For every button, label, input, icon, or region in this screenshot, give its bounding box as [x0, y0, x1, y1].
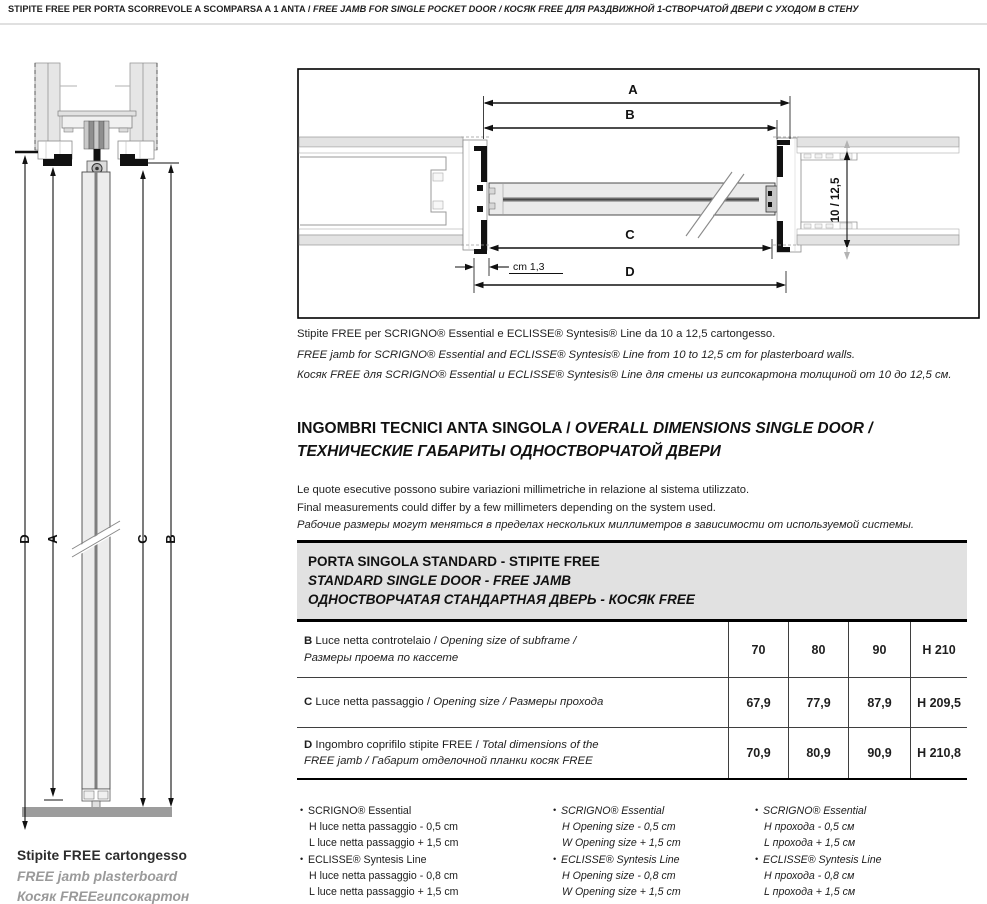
table-title-it: PORTA SINGOLA STANDARD - STIPITE FREE	[308, 554, 600, 569]
page-title: STIPITE FREE PER PORTA SCORREVOLE A SCOMPARSA A 1 ANTA / FREE JAMB FOR SINGLE POCKET DOOR / КОСЯК FREE ДЛЯ РАЗДВИЖНОЙ 1-СТВОРЧАТОЙ ДВЕРИ С УХОДОМ В СТЕНУ	[8, 4, 859, 15]
section-heading: INGOMBRI TECNICI ANTA SINGOLA / OVERALL DIMENSIONS SINGLE DOOR / ТЕХНИЧЕСКИЕ ГАБАРИТЫ ОДНОСТВОРЧАТОЙ ДВЕРИ	[297, 420, 873, 460]
page-title-en: FREE JAMB FOR SINGLE POCKET DOOR	[312, 4, 497, 15]
drawing-caption-en: FREE jamb for SCRIGNO® Essential and ECLISSE® Syntesis® Line from 10 to 12,5 cm for plasterboard walls.	[297, 348, 856, 361]
door-bottom-rail	[82, 789, 110, 808]
cell-value: 70,9	[728, 728, 788, 778]
cell-value: H 210	[910, 622, 967, 677]
bullet-icon: •	[553, 853, 557, 864]
system-notes-it: • SCRIGNO® Essential H luce netta passaggio - 0,5 cm L luce netta passaggio + 1,5 cm • ECLISSE® Syntesis Line H luce netta passaggio - 0,8 cm L luce netta passaggio + 1,5 cm	[300, 805, 459, 898]
dim-label-a: A	[628, 82, 638, 97]
door-panel	[72, 172, 120, 789]
gap-dimension-label: cm 1,3	[513, 261, 545, 273]
bullet-icon: •	[300, 853, 304, 864]
table-row	[297, 678, 967, 728]
drawing-caption	[297, 324, 982, 386]
drawing-caption-ru: Косяк FREE для SCRIGNO® Essential и ECLISSE® Syntesis® Line для стены из гипсокартона толщиной от 10 до 12,5 см.	[297, 369, 952, 381]
door-edge-hardware	[766, 186, 778, 212]
drawing-caption-it: Stipite FREE per SCRIGNO® Essential e ECLISSE® Syntesis® Line da 10 a 12,5 cartongesso.	[297, 328, 776, 340]
dim-label-c: C	[135, 534, 150, 544]
dim-label-c: C	[625, 227, 635, 242]
dim-label-a: A	[45, 534, 60, 544]
roller-carriage	[84, 121, 109, 176]
wall-thickness-label: 10 / 12,5	[830, 177, 842, 223]
page-title-ru: КОСЯК FREE ДЛЯ РАЗДВИЖНОЙ 1-СТВОРЧАТОЙ ДВЕРИ С УХОДОМ В СТЕНУ	[503, 4, 859, 15]
cell-value: 67,9	[728, 678, 788, 727]
jamb-seal-right	[118, 141, 154, 166]
table-title	[297, 543, 967, 622]
dim-label-b: B	[163, 534, 178, 544]
vertical-section-drawing	[0, 55, 290, 845]
cell-value: 87,9	[848, 678, 910, 727]
floor-bar	[22, 807, 172, 817]
table-row	[297, 728, 967, 780]
system-notes-en: • SCRIGNO® Essential H Opening size - 0,5 cm W Opening size + 1,5 cm • ECLISSE® Syntesis Line H Opening size - 0,8 cm W Opening size + 1,5 cm	[553, 805, 681, 898]
cell-value: 80	[788, 622, 848, 677]
dimensions-table	[297, 540, 967, 780]
bullet-icon: •	[300, 805, 304, 815]
tolerance-note	[297, 482, 982, 535]
table-row	[297, 622, 967, 678]
free-jamb-left	[463, 140, 487, 254]
cell-value: 80,9	[788, 728, 848, 778]
header-divider	[0, 23, 987, 25]
vertical-drawing-caption: Stipite FREE cartongesso FREE jamb plasterboard Косяк FREEгипсокартон	[17, 848, 190, 904]
dim-label-d: D	[625, 264, 635, 279]
dimension-line-a	[44, 167, 63, 800]
jamb-seal-left	[38, 141, 72, 166]
cell-value: 70	[728, 622, 788, 677]
page-title-it: STIPITE FREE PER PORTA SCORREVOLE A SCOMPARSA A 1 ANTA	[8, 4, 306, 15]
cell-value: 90,9	[848, 728, 910, 778]
system-notes-ru: • SCRIGNO® Essential H прохода - 0,5 см L прохода + 1,5 см • ECLISSE® Syntesis Line H прохода - 0,8 см L прохода + 1,5 см	[755, 805, 882, 898]
tolerance-note-en: Final measurements could differ by a few millimeters depending on the system used.	[297, 501, 716, 514]
table-title-ru: ОДНОСТВОРЧАТАЯ СТАНДАРТНАЯ ДВЕРЬ - КОСЯК FREE	[308, 592, 695, 607]
row-c-description: C Luce netta passaggio / Opening size / Размеры прохода	[304, 696, 604, 709]
tolerance-note-it: Le quote esecutive possono subire variazioni millimetriche in relazione al sistema utilizzato.	[297, 484, 750, 496]
row-d-description: D Ingombro coprifilo stipite FREE / Total dimensions of the FREE jamb / Габарит отделочной планки косяк FREE	[304, 738, 599, 767]
cell-value: 90	[848, 622, 910, 677]
tolerance-note-ru: Рабочие размеры могут меняться в пределах нескольких миллиметров в зависимости от используемой системы.	[297, 519, 914, 532]
bullet-icon: •	[553, 805, 557, 815]
wall-post-right	[130, 63, 157, 150]
dim-label-b: B	[625, 107, 635, 122]
dimension-line-d	[15, 152, 38, 830]
wall-post-left	[35, 63, 60, 150]
bullet-icon: •	[755, 805, 759, 815]
row-b-description: B Luce netta controtelaio / Opening size of subframe / Размеры проема по кассете	[304, 635, 577, 664]
cell-value: 77,9	[788, 678, 848, 727]
dimension-line-b	[138, 163, 179, 807]
bullet-icon: •	[755, 853, 759, 864]
cell-value: H 210,8	[910, 728, 967, 778]
table-title-en: STANDARD SINGLE DOOR - FREE JAMB	[308, 573, 572, 588]
horizontal-section-drawing	[295, 60, 985, 320]
cell-value: H 209,5	[910, 678, 967, 727]
dimension-line-c	[135, 170, 150, 807]
dim-label-d: D	[17, 534, 32, 544]
